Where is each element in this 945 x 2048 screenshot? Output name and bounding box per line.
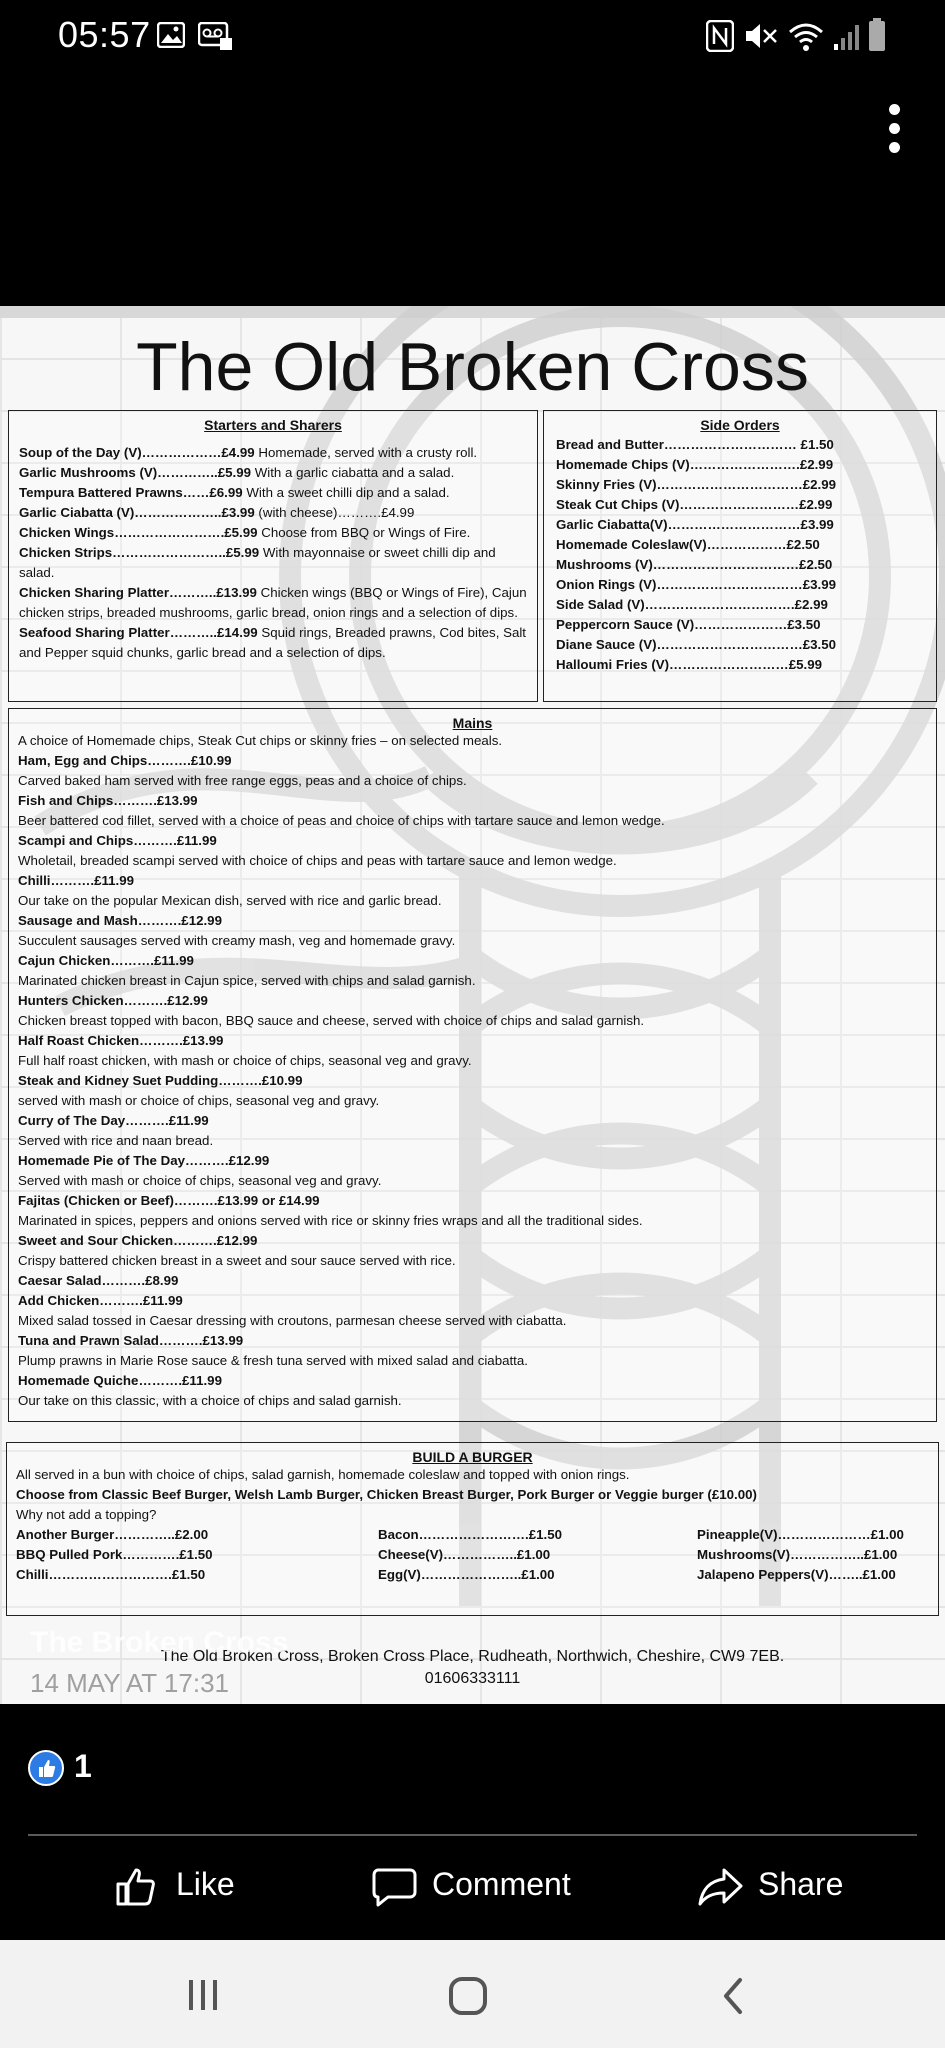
starters-title: Starters and Sharers xyxy=(204,417,342,433)
main-item-name: Curry of The Day……….£11.99 xyxy=(18,1113,209,1128)
starter-item: Chicken Sharing Platter………..£13.99 Chicken wings (BBQ or Wings of Fire), Cajun chicken strips, breaded mushrooms, garlic bread, onion rings and a selection of dips. xyxy=(19,585,527,620)
topping-item: Pineapple(V)…………………£1.00 xyxy=(697,1527,904,1542)
side-item: Bread and Butter………………………… £1.50 xyxy=(556,437,834,452)
main-item-name: Homemade Quiche……….£11.99 xyxy=(18,1373,222,1388)
sides-title: Side Orders xyxy=(700,417,780,433)
main-item-name: Cajun Chicken……….£11.99 xyxy=(18,953,194,968)
main-item-desc: Served with rice and naan bread. xyxy=(18,1133,214,1148)
topping-item: Egg(V)…………………..£1.00 xyxy=(378,1567,555,1582)
main-item-name: Half Roast Chicken……….£13.99 xyxy=(18,1033,224,1048)
topping-item: Cheese(V)……………..£1.00 xyxy=(378,1547,551,1562)
menu-photo[interactable] xyxy=(0,306,945,1704)
gallery-notification-icon xyxy=(157,22,185,48)
main-item-name: Sweet and Sour Chicken……….£12.99 xyxy=(18,1233,258,1248)
main-item-name: Hunters Chicken……….£12.99 xyxy=(18,993,208,1008)
main-item-desc: Beer battered cod fillet, served with a choice of peas and choice of chips with tartare sauce and lemon wedge. xyxy=(18,813,665,828)
recent-apps-icon[interactable] xyxy=(186,1978,220,2012)
main-item-name: Sausage and Mash……….£12.99 xyxy=(18,913,222,928)
starter-item: Tempura Battered Prawns……£6.99 With a sweet chilli dip and a salad. xyxy=(19,485,450,500)
main-item-desc: Wholetail, breaded scampi served with choice of chips and peas with tartare sauce and lemon wedge. xyxy=(18,853,617,868)
system-nav-bar xyxy=(0,1940,945,2048)
main-item-desc: Served with mash or choice of chips, seasonal veg and gravy. xyxy=(18,1173,382,1188)
main-item-name: Add Chicken……….£11.99 xyxy=(18,1293,183,1308)
starter-item: Chicken Wings…………………….£5.99 Choose from BBQ or Wings of Fire. xyxy=(19,525,471,540)
topping-item: Bacon…………………….£1.50 xyxy=(378,1527,562,1542)
like-reaction-icon xyxy=(28,1750,64,1786)
mute-icon xyxy=(744,20,778,52)
starter-item: Garlic Ciabatta (V)………………..£3.99 (with cheese)……….£4.99 xyxy=(19,505,415,520)
starter-item: Seafood Sharing Platter………..£14.99 Squid rings, Breaded prawns, Cod bites, Salt and Pepper squid chunks, garlic bread and a selection of dips. xyxy=(19,625,526,660)
main-item-name: Tuna and Prawn Salad……….£13.99 xyxy=(18,1333,244,1348)
topping-item: Jalapeno Peppers(V)……..£1.00 xyxy=(697,1567,896,1582)
more-options-icon[interactable] xyxy=(887,104,901,154)
side-item: Homemade Chips (V)…………………….£2.99 xyxy=(556,457,834,472)
main-item-name: Ham, Egg and Chips……….£10.99 xyxy=(18,753,232,768)
signal-icon xyxy=(832,20,860,52)
battery-icon xyxy=(868,18,886,52)
starter-item: Garlic Mushrooms (V)…………..£5.99 With a garlic ciabatta and a salad. xyxy=(19,465,455,480)
main-item-desc: Full half roast chicken, with mash or choice of chips, seasonal veg and gravy. xyxy=(18,1053,472,1068)
main-item-desc: Marinated chicken breast in Cajun spice, served with chips and salad garnish. xyxy=(18,973,476,988)
main-item-name: Scampi and Chips……….£11.99 xyxy=(18,833,217,848)
main-item-name: Caesar Salad……….£8.99 xyxy=(18,1273,179,1288)
burger-section xyxy=(6,1442,939,1616)
side-item: Garlic Ciabatta(V)…………………………£3.99 xyxy=(556,517,834,532)
restaurant-phone: 01606333111 xyxy=(424,1670,521,1687)
side-item: Steak Cut Chips (V)………………………£2.99 xyxy=(556,497,833,512)
main-item-desc: served with mash or choice of chips, seasonal veg and gravy. xyxy=(18,1093,380,1108)
post-date: 14 MAY AT 17:31 xyxy=(30,1668,229,1698)
main-item-name: Steak and Kidney Suet Pudding……….£10.99 xyxy=(18,1073,303,1088)
side-item: Side Salad (V)…………………………….£2.99 xyxy=(556,597,828,612)
main-item-name: Chilli……….£11.99 xyxy=(18,873,135,888)
topping-item: Another Burger…………..£2.00 xyxy=(16,1527,209,1542)
restaurant-title: The Old Broken Cross xyxy=(136,329,809,405)
mains-section xyxy=(8,708,937,1422)
starter-item: Chicken Strips……………………..£5.99 With mayonnaise or sweet chilli dip and salad. xyxy=(19,545,496,580)
comment-label: Comment xyxy=(432,1866,571,1902)
sides-section xyxy=(543,410,937,702)
like-button[interactable] xyxy=(112,1858,242,1914)
wifi-icon xyxy=(788,20,824,52)
share-label: Share xyxy=(758,1866,844,1902)
thumbs-up-icon xyxy=(112,1862,160,1910)
main-item-desc: Marinated in spices, peppers and onions served with rice or skinny fries wraps and all the traditional sides. xyxy=(18,1213,643,1228)
share-icon xyxy=(696,1862,744,1910)
side-item: Diane Sauce (V)……………………………£3.50 xyxy=(556,637,837,652)
side-item: Halloumi Fries (V)………………………£5.99 xyxy=(556,657,822,672)
side-item: Onion Rings (V)……………………………£3.99 xyxy=(556,577,837,592)
share-button[interactable] xyxy=(696,1858,846,1914)
main-item-desc: Crispy battered chicken breast in a sweet and sour sauce served with rice. xyxy=(18,1253,456,1268)
divider xyxy=(28,1834,917,1836)
main-item-name: Homemade Pie of The Day……….£12.99 xyxy=(18,1153,270,1168)
side-item: Peppercorn Sauce (V)…………………£3.50 xyxy=(556,617,821,632)
burger-why: Why not add a topping? xyxy=(16,1507,157,1522)
like-count: 1 xyxy=(74,1748,92,1784)
main-item-desc: Chicken breast topped with bacon, BBQ sauce and cheese, served with choice of chips and salad garnish. xyxy=(18,1013,645,1028)
back-icon[interactable] xyxy=(718,1976,748,2016)
topping-column xyxy=(697,1525,904,1585)
main-item-desc: Carved baked ham served with free range eggs, peas and a choice of chips. xyxy=(18,773,467,788)
burger-title: BUILD A BURGER xyxy=(412,1449,533,1465)
main-item-desc: Plump prawns in Marie Rose sauce & fresh tuna served with mixed salad and ciabatta. xyxy=(18,1353,528,1368)
restaurant-address: The Old Broken Cross, Broken Cross Place, Rudheath, Northwich, Cheshire, CW9 7EB. xyxy=(160,1648,785,1665)
main-item-name: Fish and Chips……….£13.99 xyxy=(18,793,198,808)
main-item-desc: Mixed salad tossed in Caesar dressing with croutons, parmesan cheese served with ciabatta. xyxy=(18,1313,567,1328)
main-item-desc: Our take on this classic, with a choice of chips and salad garnish. xyxy=(18,1393,402,1408)
status-bar xyxy=(0,0,945,80)
burger-intro: All served in a bun with choice of chips, salad garnish, homemade coleslaw and topped with onion rings. xyxy=(16,1467,630,1482)
nfc-icon xyxy=(706,20,734,52)
burger-choose: Choose from Classic Beef Burger, Welsh Lamb Burger, Chicken Breast Burger, Pork Burger or Veggie burger (£10.00) xyxy=(16,1487,757,1502)
topping-item: Mushrooms(V)……………..£1.00 xyxy=(697,1547,898,1562)
starter-item: Soup of the Day (V)………………£4.99 Homemade, served with a crusty roll. xyxy=(19,445,478,460)
topping-column xyxy=(378,1525,562,1585)
mains-title: Mains xyxy=(452,715,493,731)
topping-item: Chilli……………………….£1.50 xyxy=(16,1567,206,1582)
voicemail-notification-icon xyxy=(198,22,232,50)
main-item-desc: Succulent sausages served with creamy mash, veg and homemade gravy. xyxy=(18,933,456,948)
comment-button[interactable] xyxy=(370,1858,580,1914)
main-item-desc: Our take on the popular Mexican dish, served with rice and garlic bread. xyxy=(18,893,442,908)
post-author[interactable]: The Broken Cross xyxy=(30,1626,289,1659)
topping-item: BBQ Pulled Pork………….£1.50 xyxy=(16,1547,213,1562)
home-icon[interactable] xyxy=(448,1976,488,2016)
status-time: 05:57 xyxy=(58,14,151,55)
mains-intro: A choice of Homemade chips, Steak Cut chips or skinny fries – on selected meals. xyxy=(18,733,503,748)
main-item-name: Fajitas (Chicken or Beef)……….£13.99 or £14.99 xyxy=(18,1193,320,1208)
side-item: Mushrooms (V)……………………………£2.50 xyxy=(556,557,833,572)
starters-section xyxy=(8,410,538,702)
side-item: Homemade Coleslaw(V)………………£2.50 xyxy=(556,537,820,552)
topping-column xyxy=(16,1525,213,1585)
like-label: Like xyxy=(176,1866,235,1902)
comment-icon xyxy=(370,1862,418,1910)
side-item: Skinny Fries (V)……………………………£2.99 xyxy=(556,477,837,492)
